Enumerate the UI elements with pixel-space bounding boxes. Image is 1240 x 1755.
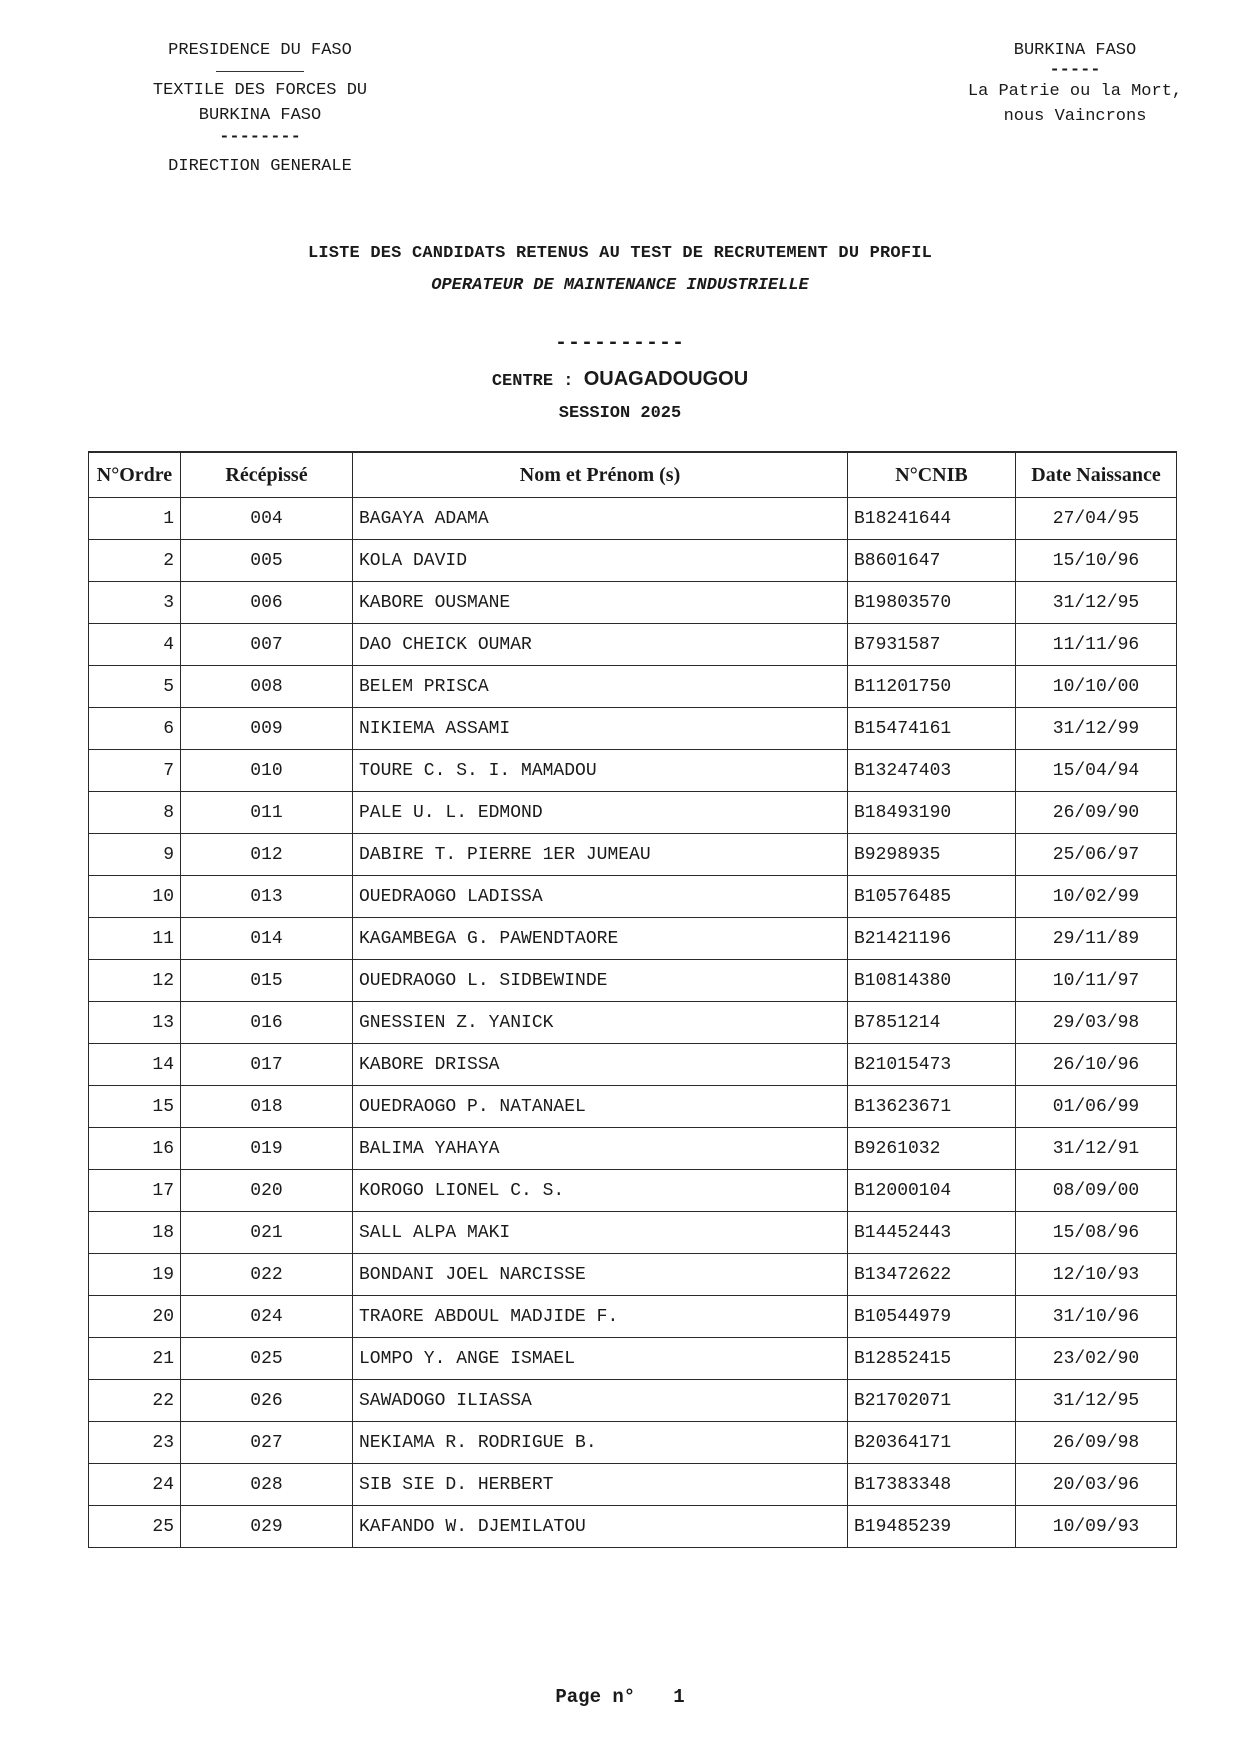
cell-recepisse: 010 (181, 750, 353, 792)
organisation-line-1: TEXTILE DES FORCES DU (152, 81, 368, 100)
cell-date-naissance: 23/02/90 (1016, 1338, 1177, 1380)
table-header-row (89, 452, 1177, 498)
table-row (89, 666, 1177, 708)
cell-cnib: B15474161 (848, 708, 1016, 750)
cell-nom: TOURE C. S. I. MAMADOU (353, 750, 848, 792)
table-body (89, 498, 1177, 1548)
cell-cnib: B9298935 (848, 834, 1016, 876)
cell-cnib: B18493190 (848, 792, 1016, 834)
cell-ordre: 10 (89, 876, 181, 918)
cell-recepisse: 024 (181, 1296, 353, 1338)
column-header-recepisse: Récépissé (181, 452, 353, 498)
cell-nom: DABIRE T. PIERRE 1ER JUMEAU (353, 834, 848, 876)
cell-nom: BONDANI JOEL NARCISSE (353, 1254, 848, 1296)
cell-date-naissance: 10/09/93 (1016, 1506, 1177, 1548)
header-left-dashes: -------- (219, 128, 301, 147)
cell-recepisse: 026 (181, 1380, 353, 1422)
cell-ordre: 21 (89, 1338, 181, 1380)
cell-nom: BALIMA YAHAYA (353, 1128, 848, 1170)
cell-nom: SIB SIE D. HERBERT (353, 1464, 848, 1506)
cell-nom: OUEDRAOGO LADISSA (353, 876, 848, 918)
cell-recepisse: 018 (181, 1086, 353, 1128)
header-left (110, 38, 410, 179)
table-row (89, 1044, 1177, 1086)
document-subtitle: OPERATEUR DE MAINTENANCE INDUSTRIELLE (431, 276, 809, 295)
cell-ordre: 17 (89, 1170, 181, 1212)
cell-date-naissance: 26/09/90 (1016, 792, 1177, 834)
cell-nom: GNESSIEN Z. YANICK (353, 1002, 848, 1044)
cell-nom: KOLA DAVID (353, 540, 848, 582)
cell-cnib: B7931587 (848, 624, 1016, 666)
cell-nom: KOROGO LIONEL C. S. (353, 1170, 848, 1212)
cell-date-naissance: 29/03/98 (1016, 1002, 1177, 1044)
cell-nom: OUEDRAOGO L. SIDBEWINDE (353, 960, 848, 1002)
cell-recepisse: 009 (181, 708, 353, 750)
cell-recepisse: 005 (181, 540, 353, 582)
table-row (89, 834, 1177, 876)
cell-ordre: 20 (89, 1296, 181, 1338)
header-left-rule (216, 71, 304, 72)
cell-ordre: 6 (89, 708, 181, 750)
table-row (89, 1506, 1177, 1548)
table-row (89, 1296, 1177, 1338)
organisation-line-2: BURKINA FASO (198, 106, 322, 125)
cell-recepisse: 017 (181, 1044, 353, 1086)
cell-date-naissance: 29/11/89 (1016, 918, 1177, 960)
cell-recepisse: 021 (181, 1212, 353, 1254)
cell-nom: NIKIEMA ASSAMI (353, 708, 848, 750)
table-row (89, 582, 1177, 624)
cell-ordre: 24 (89, 1464, 181, 1506)
cell-recepisse: 013 (181, 876, 353, 918)
header-right-dashes: ----- (1049, 61, 1101, 80)
cell-cnib: B21015473 (848, 1044, 1016, 1086)
cell-cnib: B7851214 (848, 1002, 1016, 1044)
cell-nom: SALL ALPA MAKI (353, 1212, 848, 1254)
cell-cnib: B21421196 (848, 918, 1016, 960)
cell-date-naissance: 10/10/00 (1016, 666, 1177, 708)
table-row (89, 1464, 1177, 1506)
cell-cnib: B13472622 (848, 1254, 1016, 1296)
table-row (89, 876, 1177, 918)
cell-ordre: 18 (89, 1212, 181, 1254)
cell-date-naissance: 26/09/98 (1016, 1422, 1177, 1464)
cell-ordre: 9 (89, 834, 181, 876)
cell-recepisse: 029 (181, 1506, 353, 1548)
header-right (925, 38, 1225, 129)
cell-cnib: B12000104 (848, 1170, 1016, 1212)
table-row (89, 1254, 1177, 1296)
cell-ordre: 12 (89, 960, 181, 1002)
table-row (89, 1086, 1177, 1128)
cell-date-naissance: 31/10/96 (1016, 1296, 1177, 1338)
cell-nom: SAWADOGO ILIASSA (353, 1380, 848, 1422)
cell-date-naissance: 31/12/91 (1016, 1128, 1177, 1170)
cell-cnib: B10814380 (848, 960, 1016, 1002)
motto-line-2: nous Vaincrons (1003, 107, 1147, 126)
table-row (89, 1002, 1177, 1044)
table-row (89, 960, 1177, 1002)
cell-ordre: 23 (89, 1422, 181, 1464)
column-header-date-naissance: Date Naissance (1016, 452, 1177, 498)
cell-cnib: B19485239 (848, 1506, 1016, 1548)
cell-cnib: B12852415 (848, 1338, 1016, 1380)
cell-cnib: B19803570 (848, 582, 1016, 624)
table-row (89, 918, 1177, 960)
cell-cnib: B11201750 (848, 666, 1016, 708)
column-header-nom: Nom et Prénom (s) (353, 452, 848, 498)
cell-ordre: 22 (89, 1380, 181, 1422)
motto-line-1: La Patrie ou la Mort, (967, 82, 1183, 101)
cell-nom: KABORE OUSMANE (353, 582, 848, 624)
country-label: BURKINA FASO (1013, 41, 1137, 60)
cell-cnib: B13623671 (848, 1086, 1016, 1128)
candidates-table (88, 451, 1177, 1548)
table-row (89, 624, 1177, 666)
table-row (89, 1128, 1177, 1170)
cell-ordre: 8 (89, 792, 181, 834)
direction-label: DIRECTION GENERALE (168, 157, 352, 176)
cell-cnib: B18241644 (848, 498, 1016, 540)
cell-ordre: 16 (89, 1128, 181, 1170)
cell-ordre: 2 (89, 540, 181, 582)
cell-date-naissance: 15/04/94 (1016, 750, 1177, 792)
cell-date-naissance: 11/11/96 (1016, 624, 1177, 666)
title-separator: ---------- (554, 332, 686, 355)
table-row (89, 498, 1177, 540)
cell-recepisse: 019 (181, 1128, 353, 1170)
cell-cnib: B10576485 (848, 876, 1016, 918)
cell-cnib: B13247403 (848, 750, 1016, 792)
cell-recepisse: 014 (181, 918, 353, 960)
cell-date-naissance: 31/12/99 (1016, 708, 1177, 750)
cell-ordre: 7 (89, 750, 181, 792)
cell-recepisse: 004 (181, 498, 353, 540)
cell-nom: BELEM PRISCA (353, 666, 848, 708)
cell-date-naissance: 15/10/96 (1016, 540, 1177, 582)
table-row (89, 1380, 1177, 1422)
cell-recepisse: 020 (181, 1170, 353, 1212)
cell-recepisse: 027 (181, 1422, 353, 1464)
cell-ordre: 14 (89, 1044, 181, 1086)
cell-ordre: 13 (89, 1002, 181, 1044)
cell-date-naissance: 10/11/97 (1016, 960, 1177, 1002)
cell-nom: TRAORE ABDOUL MADJIDE F. (353, 1296, 848, 1338)
cell-recepisse: 028 (181, 1464, 353, 1506)
cell-recepisse: 006 (181, 582, 353, 624)
cell-ordre: 5 (89, 666, 181, 708)
cell-cnib: B8601647 (848, 540, 1016, 582)
cell-ordre: 1 (89, 498, 181, 540)
centre-value: OUAGADOUGOU (583, 368, 749, 390)
cell-cnib: B17383348 (848, 1464, 1016, 1506)
cell-cnib: B10544979 (848, 1296, 1016, 1338)
cell-date-naissance: 20/03/96 (1016, 1464, 1177, 1506)
cell-ordre: 15 (89, 1086, 181, 1128)
cell-recepisse: 025 (181, 1338, 353, 1380)
centre-label: CENTRE : (491, 372, 574, 391)
cell-cnib: B21702071 (848, 1380, 1016, 1422)
cell-cnib: B9261032 (848, 1128, 1016, 1170)
page-number: 1 (673, 1686, 685, 1708)
column-header-cnib: N°CNIB (848, 452, 1016, 498)
table-row (89, 750, 1177, 792)
page-footer (0, 1686, 1240, 1708)
cell-recepisse: 015 (181, 960, 353, 1002)
cell-date-naissance: 08/09/00 (1016, 1170, 1177, 1212)
cell-recepisse: 012 (181, 834, 353, 876)
cell-cnib: B14452443 (848, 1212, 1016, 1254)
cell-nom: OUEDRAOGO P. NATANAEL (353, 1086, 848, 1128)
cell-nom: KAGAMBEGA G. PAWENDTAORE (353, 918, 848, 960)
cell-nom: PALE U. L. EDMOND (353, 792, 848, 834)
cell-recepisse: 011 (181, 792, 353, 834)
table-row (89, 1212, 1177, 1254)
cell-nom: NEKIAMA R. RODRIGUE B. (353, 1422, 848, 1464)
table-row (89, 1170, 1177, 1212)
column-header-ordre: N°Ordre (89, 452, 181, 498)
cell-recepisse: 016 (181, 1002, 353, 1044)
cell-date-naissance: 31/12/95 (1016, 1380, 1177, 1422)
cell-date-naissance: 01/06/99 (1016, 1086, 1177, 1128)
document-title: LISTE DES CANDIDATS RETENUS AU TEST DE RECRUTEMENT DU PROFIL (307, 244, 933, 263)
cell-nom: BAGAYA ADAMA (353, 498, 848, 540)
cell-ordre: 19 (89, 1254, 181, 1296)
cell-nom: KABORE DRISSA (353, 1044, 848, 1086)
cell-nom: KAFANDO W. DJEMILATOU (353, 1506, 848, 1548)
table-row (89, 708, 1177, 750)
cell-recepisse: 008 (181, 666, 353, 708)
cell-date-naissance: 12/10/93 (1016, 1254, 1177, 1296)
cell-date-naissance: 27/04/95 (1016, 498, 1177, 540)
cell-ordre: 11 (89, 918, 181, 960)
cell-nom: LOMPO Y. ANGE ISMAEL (353, 1338, 848, 1380)
cell-recepisse: 022 (181, 1254, 353, 1296)
cell-cnib: B20364171 (848, 1422, 1016, 1464)
table-row (89, 792, 1177, 834)
cell-date-naissance: 15/08/96 (1016, 1212, 1177, 1254)
cell-nom: DAO CHEICK OUMAR (353, 624, 848, 666)
cell-date-naissance: 31/12/95 (1016, 582, 1177, 624)
centre-line (120, 368, 1120, 391)
table-row (89, 1338, 1177, 1380)
cell-ordre: 4 (89, 624, 181, 666)
cell-date-naissance: 10/02/99 (1016, 876, 1177, 918)
cell-ordre: 25 (89, 1506, 181, 1548)
page-label: Page n° (555, 1686, 636, 1708)
cell-ordre: 3 (89, 582, 181, 624)
session-label: SESSION 2025 (558, 404, 682, 423)
presidence-label: PRESIDENCE DU FASO (168, 41, 352, 60)
cell-recepisse: 007 (181, 624, 353, 666)
cell-date-naissance: 25/06/97 (1016, 834, 1177, 876)
table-row (89, 540, 1177, 582)
cell-date-naissance: 26/10/96 (1016, 1044, 1177, 1086)
table-row (89, 1422, 1177, 1464)
